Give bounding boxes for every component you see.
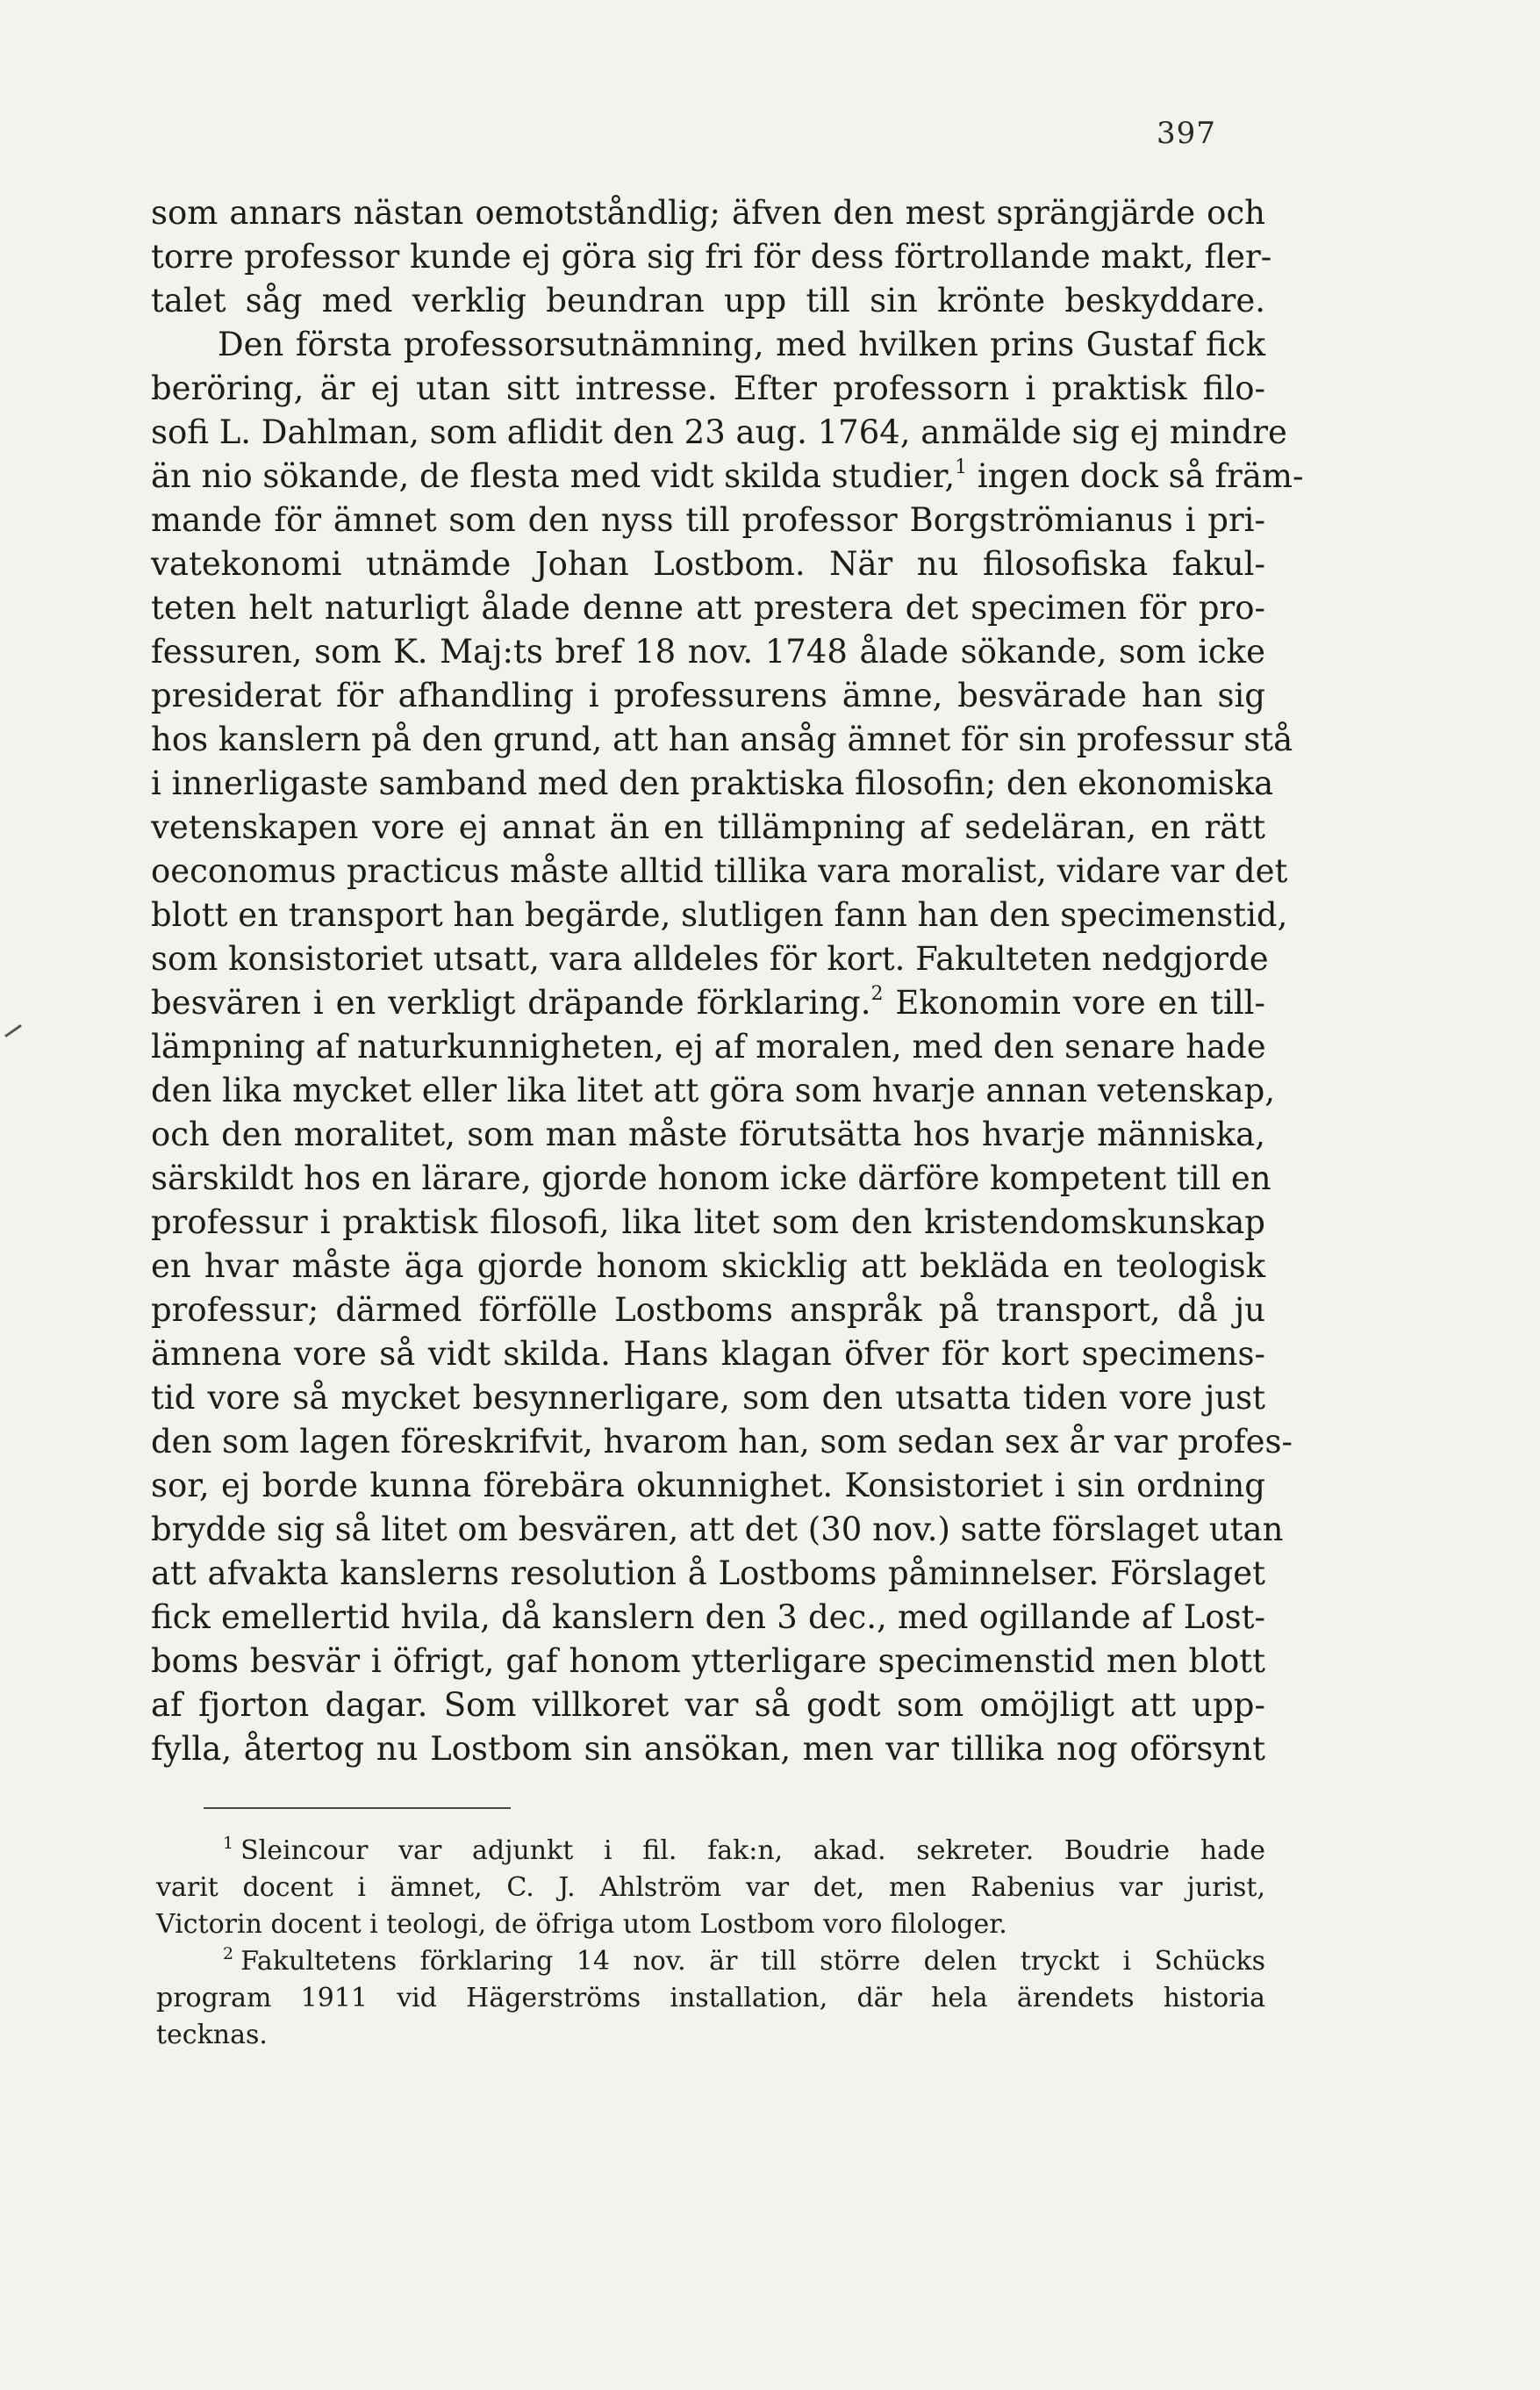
body-line: [151, 499, 1265, 542]
body-line-text: sofi L. Dahlman, som aflidit den 23 aug. 1764, anmälde sig ej mindre: [151, 413, 1287, 451]
body-line: [151, 1508, 1284, 1552]
body-line-text: fick emellertid hvila, då kanslern den 3 dec., med ogillande af Lost-: [151, 1598, 1265, 1636]
footnote-text: Sleincour var adjunkt i fil. fak:n, akad. sekreter. Boudrie hade: [240, 1835, 1265, 1866]
body-line: [151, 1640, 1265, 1683]
body-line: [151, 1201, 1265, 1245]
body-line-text: som konsistoriet utsatt, vara alldeles för kort. Fakulteten nedgjorde: [151, 940, 1269, 978]
body-line: [151, 1332, 1265, 1376]
footnote-reference: 2: [870, 983, 884, 1005]
body-line-text: hos kanslern på den grund, att han ansåg ämnet för sin professur stå: [151, 721, 1293, 758]
body-line-text: den lika mycket eller lika litet att göra som hvarje annan vetenskap,: [151, 1072, 1276, 1109]
body-line-text: Den första professorsutnämning, med hvilken prins Gustaf fick: [218, 326, 1265, 363]
body-line: [151, 1464, 1265, 1508]
body-line-text: brydde sig så litet om besvären, att det (30 nov.) satte förslaget utan: [151, 1511, 1284, 1548]
body-line: [151, 542, 1265, 586]
footnote-line: [156, 1870, 1265, 1906]
body-line: [151, 1683, 1265, 1727]
margin-mark: [4, 1024, 22, 1037]
body-line: [151, 1552, 1265, 1596]
body-line: [151, 1069, 1276, 1113]
body-line-text: af fjorton dagar. Som villkoret var så godt som omöjligt att upp-: [151, 1686, 1265, 1724]
body-line: [151, 937, 1269, 981]
body-line-text: som annars nästan oemotståndlig; äfven den mest sprängjärde och: [151, 194, 1265, 232]
footnote-text: program 1911 vid Hägerströms installation, där hela ärendets historia: [156, 1983, 1265, 2013]
footnote-line: [156, 2017, 1265, 2054]
body-line-text: professur; därmed förfölle Lostboms anspråk på transport, då ju: [151, 1291, 1265, 1329]
body-line-text: ämnena vore så vidt skilda. Hans klagan öfver för kort specimens-: [151, 1335, 1265, 1373]
body-line: [151, 367, 1265, 411]
body-line: [151, 718, 1293, 762]
body-line-text: fylla, återtog nu Lostbom sin ansökan, men var tillika nog oförsynt: [151, 1730, 1265, 1768]
body-line: [151, 762, 1274, 806]
footnote-line: [156, 1906, 1265, 1943]
footnote-text: Victorin docent i teologi, de öfriga utom Lostbom voro filologer.: [156, 1909, 1007, 1940]
body-line: [151, 1025, 1265, 1069]
body-line: [151, 630, 1265, 674]
body-line-text: att afvakta kanslerns resolution å Lostboms påminnelser. Förslaget: [151, 1554, 1265, 1592]
footnote-line: [156, 1833, 1265, 1870]
body-line: [151, 850, 1288, 894]
body-line-text: en hvar måste äga gjorde honom skicklig att bekläda en teologisk: [151, 1247, 1265, 1285]
body-line: [151, 191, 1265, 235]
body-line: [151, 279, 1265, 323]
footnote-rule: [204, 1807, 511, 1809]
body-line: [151, 586, 1265, 630]
body-line-text: sor, ej borde kunna förebära okunnighet. Konsistoriet i sin ordning: [151, 1467, 1265, 1504]
body-line-text: i innerligaste samband med den praktiska filosofin; den ekonomiska: [151, 764, 1274, 802]
body-text: [151, 191, 1304, 1771]
body-line: [151, 1596, 1265, 1640]
body-line-text-after-note: ingen dock så främ-: [967, 457, 1304, 495]
body-line-text: än nio sökande, de flesta med vidt skilda studier,: [151, 457, 956, 495]
body-line: [151, 1288, 1265, 1332]
body-line-text: presiderat för afhandling i professurens ämne, besvärade han sig: [151, 677, 1265, 714]
body-line-text: mande för ämnet som den nyss till professor Borgströmianus i pri-: [151, 501, 1265, 539]
body-line-text: vetenskapen vore ej annat än en tillämpning af sedeläran, en rätt: [151, 808, 1265, 846]
body-line: [151, 323, 1265, 367]
body-line-text: beröring, är ej utan sitt intresse. Efter professorn i praktisk filo-: [151, 370, 1265, 407]
body-line-text: fessuren, som K. Maj:ts bref 18 nov. 1748 ålade sökande, som icke: [151, 633, 1265, 671]
body-line: [151, 674, 1265, 718]
body-line-text: den som lagen föreskrifvit, hvarom han, som sedan sex år var profes-: [151, 1423, 1293, 1461]
body-line-text: professur i praktisk filosofi, lika litet som den kristendomskunskap: [151, 1203, 1265, 1241]
body-line: [151, 981, 1265, 1025]
footnote-line: [156, 1980, 1265, 2017]
body-line-text: besvären i en verkligt dräpande förklaring.: [151, 984, 871, 1022]
footnotes: [156, 1833, 1265, 2054]
footnote-reference: 1: [955, 456, 968, 478]
body-line-text: torre professor kunde ej göra sig fri för dess förtrollande makt, fler-: [151, 238, 1272, 276]
footnote-line: [156, 1943, 1265, 1980]
body-line: [151, 1376, 1265, 1420]
footnote-text: Fakultetens förklaring 14 nov. är till större delen tryckt i Schücks: [240, 1946, 1265, 1977]
body-line-text-after-note: Ekonomin vore en till-: [883, 984, 1265, 1022]
footnote-text: varit docent i ämnet, C. J. Ahlström var det, men Rabenius var jurist,: [156, 1872, 1265, 1903]
body-line: [151, 1245, 1265, 1288]
body-line: [151, 235, 1272, 279]
body-line: [151, 411, 1287, 455]
body-line-text: blott en transport han begärde, slutligen fann han den specimenstid,: [151, 896, 1288, 934]
body-line: [151, 894, 1288, 937]
body-line-text: boms besvär i öfrigt, gaf honom ytterligare specimenstid men blott: [151, 1642, 1265, 1680]
footnote-text: tecknas.: [156, 2020, 268, 2050]
body-line-text: tid vore så mycket besynnerligare, som den utsatta tiden vore just: [151, 1379, 1265, 1417]
body-line: [151, 1113, 1265, 1157]
body-line-text: vatekonomi utnämde Johan Lostbom. När nu filosofiska fakul-: [151, 545, 1265, 583]
body-line-text: lämpning af naturkunnigheten, ej af moralen, med den senare hade: [151, 1028, 1266, 1066]
body-line-text: och den moralitet, som man måste förutsätta hos hvarje människa,: [151, 1116, 1265, 1153]
body-line: [151, 1157, 1271, 1201]
footnote-marker: 1: [223, 1834, 234, 1853]
body-line: [151, 1420, 1293, 1464]
body-line: [151, 455, 1304, 499]
body-line-text: oeconomus practicus måste alltid tillika vara moralist, vidare var det: [151, 852, 1288, 890]
body-line-text: teten helt naturligt ålade denne att prestera det specimen för pro-: [151, 589, 1265, 627]
footnote-marker: 2: [223, 1944, 234, 1963]
body-line-text: särskildt hos en lärare, gjorde honom icke därföre kompetent till en: [151, 1159, 1271, 1197]
body-line: [151, 1727, 1265, 1771]
body-line: [151, 806, 1265, 850]
page-number: 397: [1157, 116, 1216, 151]
body-line-text: talet såg med verklig beundran upp till sin krönte beskyddare.: [151, 282, 1265, 319]
